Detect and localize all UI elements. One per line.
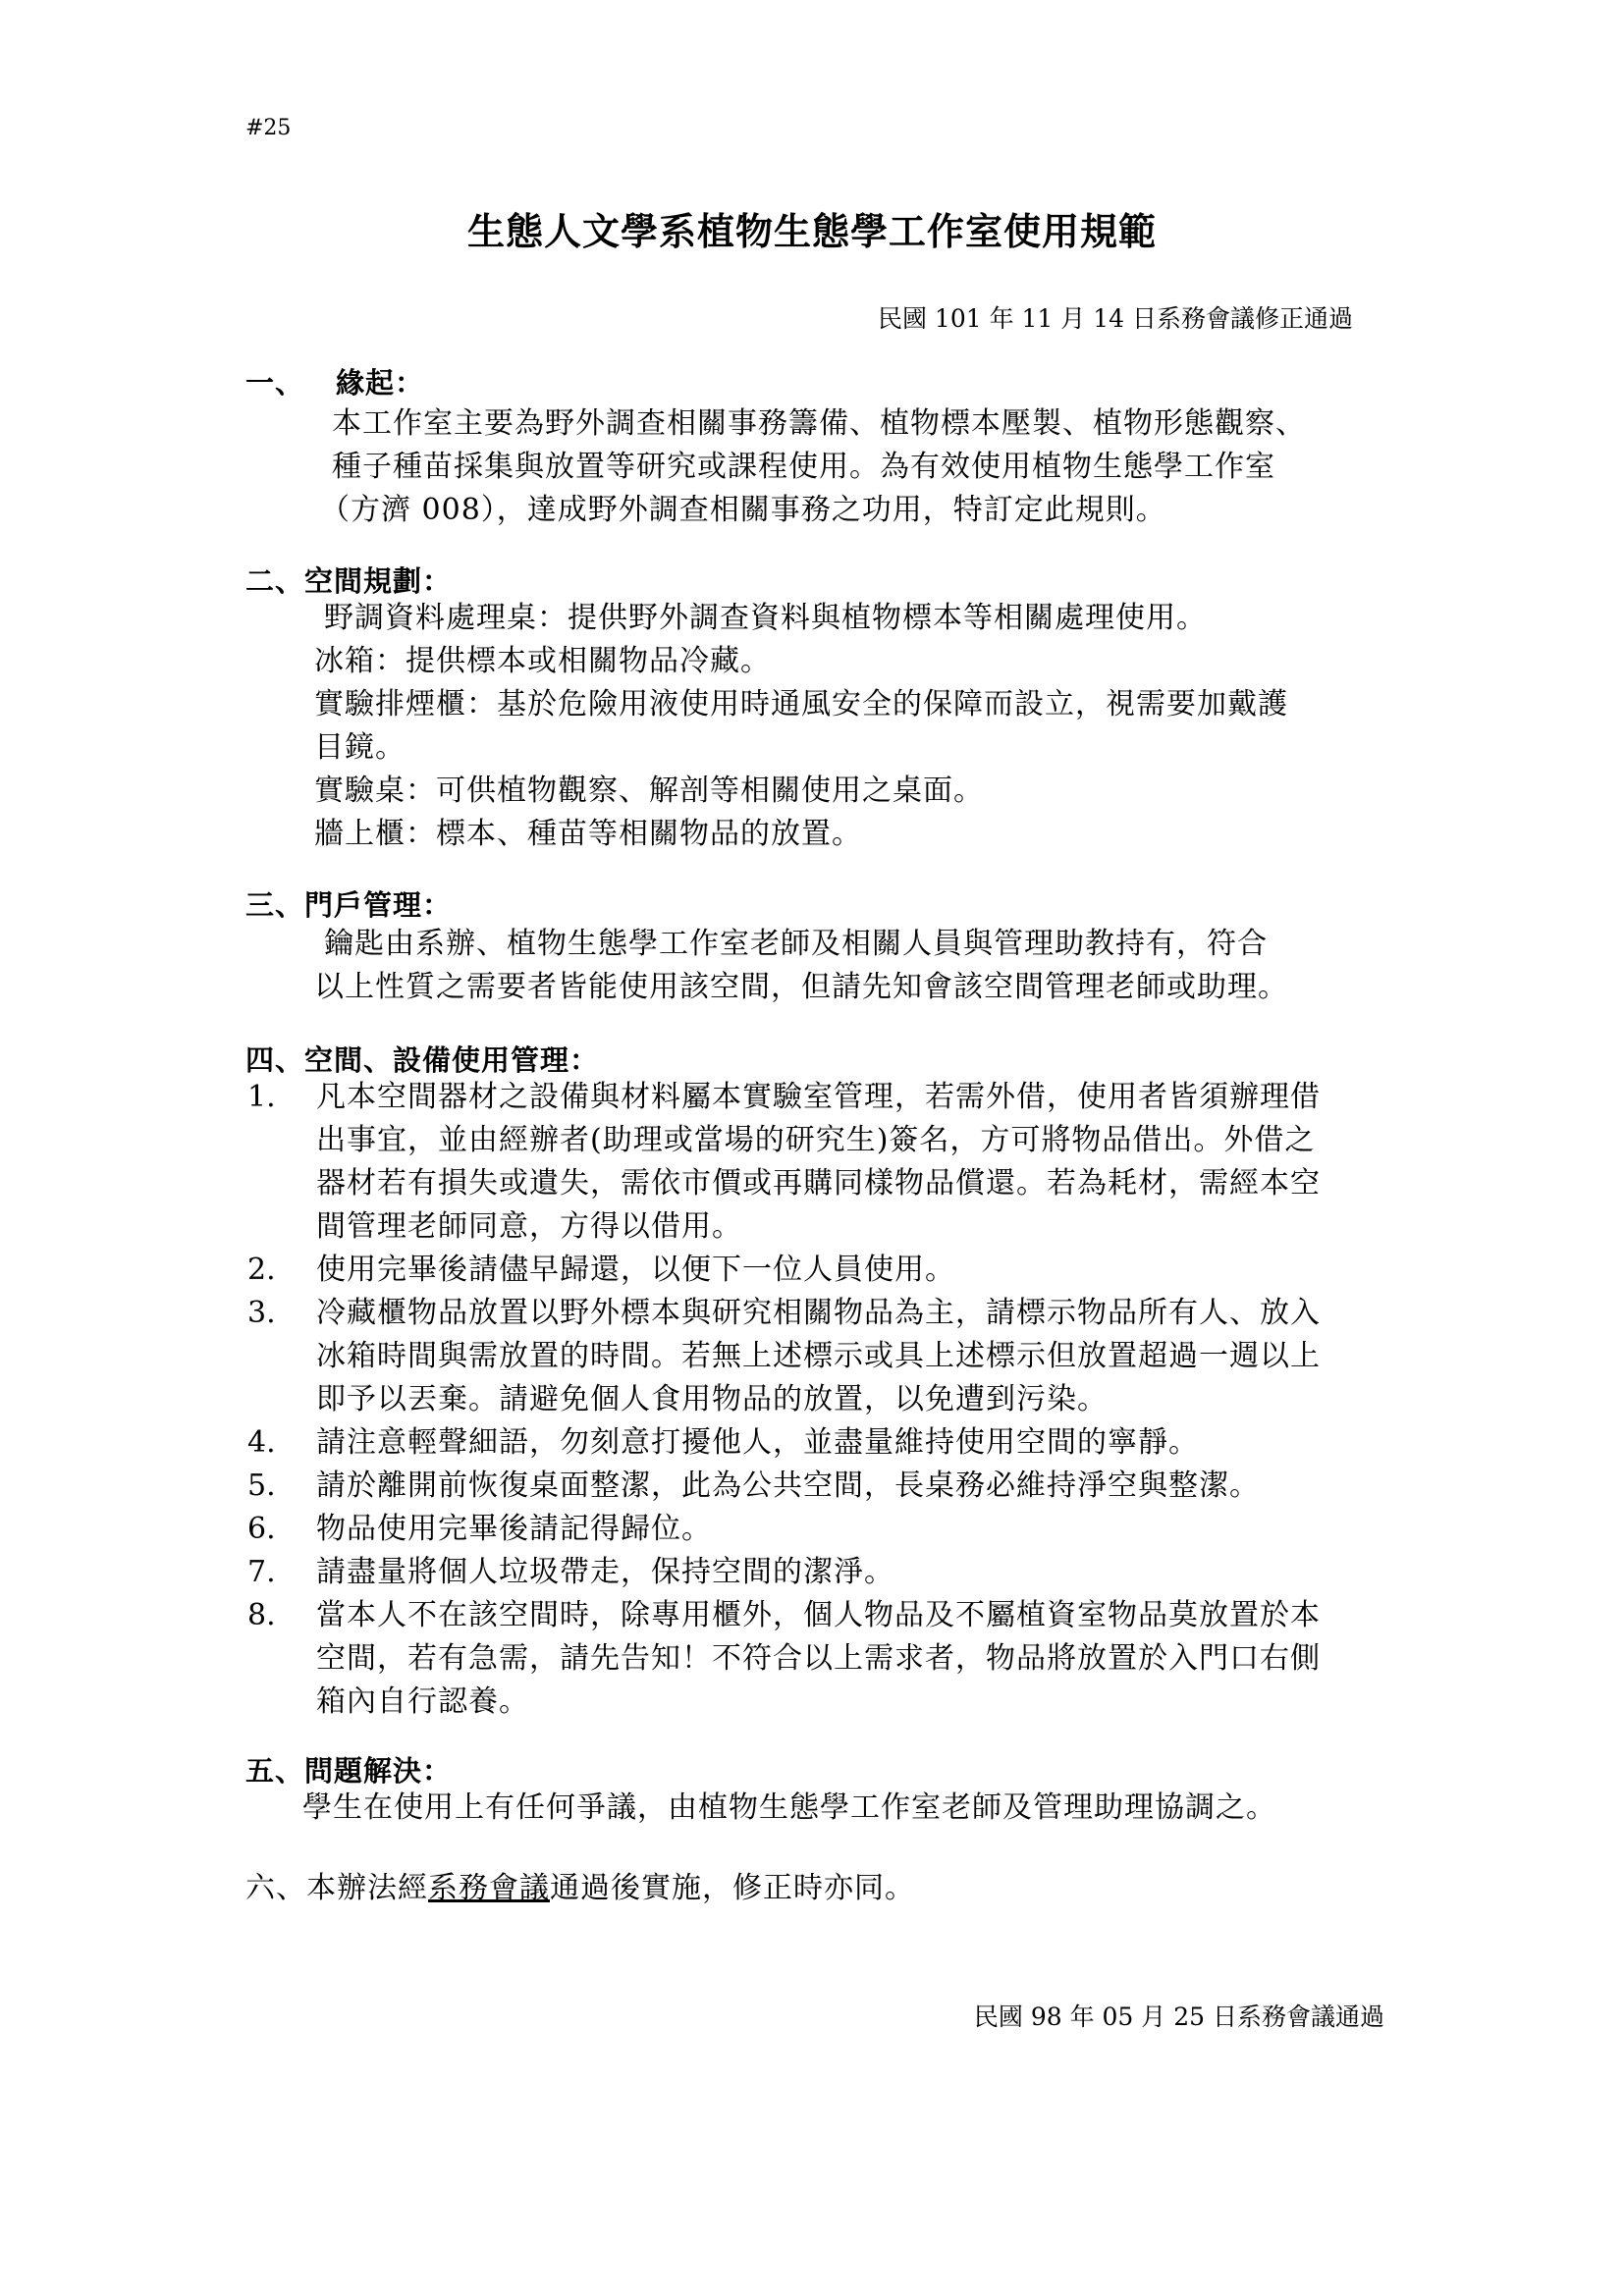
item-line: 凡本空間器材之設備與材料屬本實驗室管理，若需外借，使用者皆須辦理借 [316, 1080, 1321, 1114]
section-1-line: （方濟 008），達成野外調查相關事務之功用，特訂定此規則。 [320, 493, 1166, 527]
section-6-text [245, 1863, 915, 1906]
item-number: 6. [247, 1512, 276, 1546]
item-number: 3. [247, 1296, 276, 1330]
section-3-line: 鑰匙由系辦、植物生態學工作室老師及相關人員與管理助教持有，符合 [324, 927, 1268, 961]
item-line: 間管理老師同意，方得以借用。 [316, 1209, 742, 1244]
section-6-prefix: 六、本辦法經 [245, 1871, 428, 1905]
section-2-line: 實驗排煙櫃：基於危險用液使用時通風安全的保障而設立，視需要加戴護 [314, 687, 1288, 721]
section-1-line: 本工作室主要為野外調查相關事務籌備、植物標本壓製、植物形態觀察、 [332, 406, 1306, 441]
list-item [316, 1594, 1381, 1724]
list-item [316, 1551, 1381, 1594]
section-2-line: 冰箱：提供標本或相關物品冷藏。 [314, 644, 771, 678]
list-item [316, 1249, 1381, 1292]
list-item [316, 1508, 1381, 1551]
section-1-title: 緣起： [336, 366, 425, 400]
section-2-line: 野調資料處理桌：提供野外調查資料與植物標本等相關處理使用。 [324, 601, 1207, 635]
section-3-heading: 三、門戶管理： [245, 888, 453, 922]
section-2-line: 目鏡。 [314, 730, 406, 765]
document-title: 生態人文學系植物生態學工作室使用規範 [466, 209, 1157, 253]
section-2-heading: 二、空間規劃： [245, 564, 453, 598]
item-number: 2. [247, 1253, 276, 1287]
item-line: 即予以丟棄。請避免個人食用物品的放置，以免遭到污染。 [316, 1382, 1108, 1416]
item-line: 當本人不在該空間時，除專用櫃外，個人物品及不屬植資室物品莫放置於本 [316, 1598, 1321, 1632]
item-number: 7. [247, 1555, 276, 1589]
section-6-suffix: 通過後實施，修正時亦同。 [550, 1871, 915, 1905]
section-2-line: 實驗桌：可供植物觀察、解剖等相關使用之桌面。 [314, 774, 984, 808]
item-line: 箱內自行認養。 [316, 1684, 529, 1719]
item-line: 請於離開前恢復桌面整潔，此為公共空間，長桌務必維持淨空與整潔。 [316, 1468, 1260, 1503]
section-6-underlined: 系務會議 [428, 1871, 550, 1905]
list-item [316, 1076, 1381, 1249]
item-line: 空間，若有急需，請先告知！不符合以上需求者，物品將放置於入門口右側 [316, 1641, 1321, 1676]
item-line: 物品使用完畢後請記得歸位。 [316, 1512, 712, 1546]
section-2-line: 牆上櫃：標本、種苗等相關物品的放置。 [314, 817, 862, 851]
item-number: 4. [247, 1425, 276, 1460]
revision-note: 民國 101 年 11 月 14 日系務會議修正通過 [877, 304, 1353, 333]
section-1-line: 種子種苗採集與放置等研究或課程使用。為有效使用植物生態學工作室 [332, 450, 1275, 484]
list-item [316, 1421, 1381, 1465]
item-line: 冷藏櫃物品放置以野外標本與研究相關物品為主，請標示物品所有人、放入 [316, 1296, 1321, 1330]
item-line: 器材若有損失或遺失，需依市價或再購同樣物品償還。若為耗材，需經本空 [316, 1166, 1321, 1201]
list-item [316, 1292, 1381, 1421]
footer-date: 民國 98 年 05 月 25 日系務會議通過 [973, 2002, 1384, 2031]
section-3-line: 以上性質之需要者皆能使用該空間，但請先知會該空間管理老師或助理。 [314, 970, 1288, 1004]
item-line: 使用完畢後請儘早歸還，以便下一位人員使用。 [316, 1253, 955, 1287]
section-1-heading [245, 361, 424, 401]
section-4-heading: 四、空間、設備使用管理： [245, 1043, 600, 1077]
item-number: 1. [247, 1080, 276, 1114]
item-number: 5. [247, 1468, 276, 1503]
list-item [316, 1465, 1381, 1508]
item-line: 出事宜，並由經辦者(助理或當場的研究生)簽名，方可將物品借出。外借之 [316, 1123, 1316, 1157]
item-line: 請注意輕聲細語，勿刻意打擾他人，並盡量維持使用空間的寧靜。 [316, 1425, 1199, 1460]
item-number: 8. [247, 1598, 276, 1632]
document-number: #25 [245, 116, 292, 140]
item-line: 請盡量將個人垃圾帶走，保持空間的潔淨。 [316, 1555, 894, 1589]
section-1-number: 一、 [245, 366, 305, 400]
item-line: 冰箱時間與需放置的時間。若無上述標示或具上述標示但放置超過一週以上 [316, 1339, 1321, 1373]
section-5-line: 學生在使用上有任何爭議，由植物生態學工作室老師及管理助理協調之。 [302, 1790, 1276, 1825]
section-5-heading: 五、問題解決： [245, 1754, 453, 1788]
